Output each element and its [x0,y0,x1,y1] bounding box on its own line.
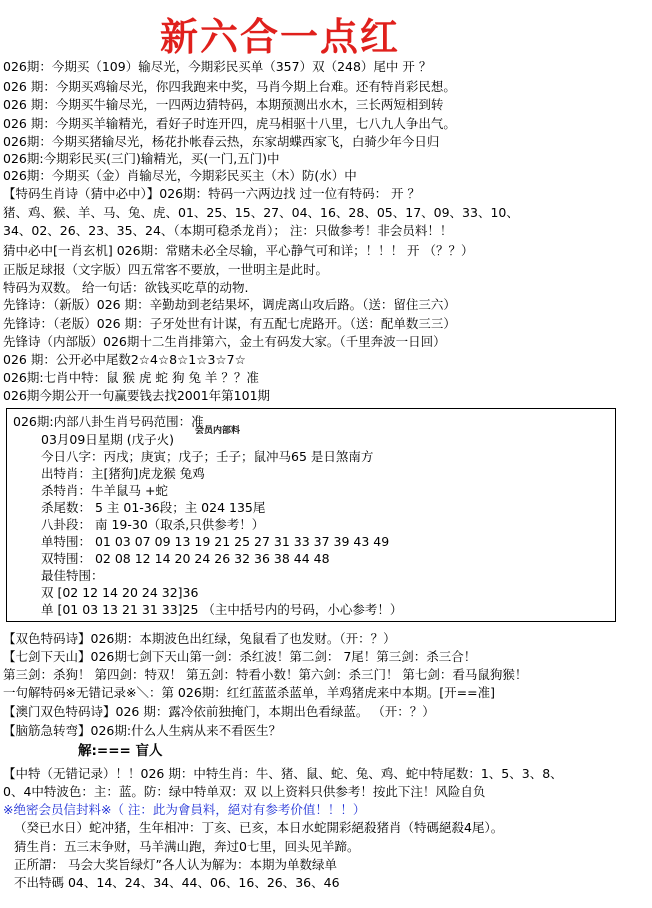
bagua-info-box [6,408,616,622]
text-line: 026期：今期买猪输尽光，杨花扑帐春云热，东家胡蝶西家飞，白骑少年今日归 [3,134,440,149]
box-line: 最佳特围： [41,568,104,583]
text-line: 【特码生肖诗（猜中必中）】026期：特码一六两边找 过一位有特码： 开 ？ [3,186,421,201]
box-line: 双 [02 12 14 20 24 32]36 [41,585,199,600]
text-line: 34、02、26、23、35、24、（本期可稳杀龙肖）； 注：只做参考！非会员料！！ [3,223,453,238]
riddle-answer: 解:=== 盲人 [78,743,163,759]
text-line: 【澳门双色特码诗】026 期：露冷依前独掩门，本期出色看绿蓝。 （开：？） [3,704,435,719]
text-line: 猪、鸡、猴、羊、马、兔、虎、01、25、15、27、04、16、28、05、17、09、33、10、 [3,205,519,220]
text-line: 0、4中特波色：主：蓝。防：绿中特单双：双 以上资料只供参考！按此下注！风险自负 [3,784,486,799]
member-stamp: 会员内部料 [195,426,241,436]
text-line: 026 期：今期买鸡输尽光，你四我跑来中奖，马肖今期上台难。还有特肖彩民想。 [3,79,456,94]
box-line: 单 [01 03 13 21 31 33]25 （主中括号内的号码，小心参考！） [41,602,403,617]
member-note-line: ※绝密会员信封料※（ 注：此为會員料，絕对有参考价值！！！） [3,802,366,817]
text-line: 026期：今期买（金）肖输尽光，今期彩民买主（木）防(水）中 [3,168,357,183]
box-line: 杀特肖：牛羊鼠马 +蛇 [41,483,168,498]
text-line: 不出特碼 04、14、24、34、44、06、16、26、36、46 [14,875,340,890]
text-line: 先锋诗：（老版）026 期：子牙处世有计谋，有五配七虎路开。（送：配单数三三） [3,316,456,331]
text-line: 正版足球报（文字版）四五常客不要放，一世明主是此时。 [3,262,329,277]
text-line: 026期今期公开一句赢要钱去找2001年第101期 [3,388,271,403]
page-title: 新六合一点红 [159,14,400,59]
text-line: 先锋诗：（新版）026 期：辛勤劫到老结果坏，调虎离山攻后路。（送：留住三六） [3,297,456,312]
text-line: 正所謂： 马会大奖旨绿灯”各人认为解为：本期为单数绿单 [14,857,337,872]
text-line: 【七剑下天山】026期七剑下天山第一剑：杀红波！第二剑： 7尾！第三剑：杀三合！ [3,649,477,664]
text-line: 026期：今期买（109）输尽光，今期彩民买单（357）双（248）尾中 开 ？ [3,59,432,74]
box-line: 出特肖：主[猪狗]虎龙猴 兔鸡 [41,466,205,481]
box-line: 杀尾数： 5 主 01-36段；主 024 135尾 [41,500,266,515]
box-line: 单特围： 01 03 07 09 13 19 21 25 27 31 33 37 39 43 49 [41,534,390,549]
box-line: 八卦段： 南 19-30（取杀,只供参考！） [41,517,265,532]
text-line: （癸已水日）蛇冲猪，生年相冲：丁亥、已亥，本日水蛇開彩絕殺猪肖（特碼絕殺4尾）。 [14,820,504,835]
text-line: 猜生肖：五三末争财，马羊满山跑，奔过0七里，回头见羊蹄。 [14,839,360,854]
text-line: 先锋诗（内部版）026期十二生肖排第六，金土有码发大家。（千里奔波一日回） [3,334,446,349]
text-line: 026期:今期彩民买(三门)输精光，买(一门,五门)中 [3,151,280,166]
text-line: 026期:七肖中特：鼠 猴 虎 蛇 狗 兔 羊 ？？准 [3,370,259,385]
text-line: 第三剑：杀狗！ 第四剑：特双！ 第五剑：特看小数！第六剑：杀三门！ 第七剑：看马鼠狗猴！ [3,667,528,682]
box-line: 今日八字：丙戌；庚寅；戊子；壬子；鼠冲马65 是日煞南方 [41,449,374,464]
text-line: 特码为双数。 给一句话：欲钱买吃草的动物. [3,280,249,295]
text-line: 【双色特码诗】026期：本期波色出红绿，兔鼠看了也发财。（开：？） [3,631,396,646]
text-line: 【中特（无错记录）！！026 期：中特生肖：牛、猪、鼠、蛇、兔、鸡、蛇中特尾数：1、5、3、8、 [3,766,563,781]
box-header: 026期:内部八卦生肖号码范围：准 [13,414,204,429]
text-line: 一句解特码※无错记录※＼：第 026期：红红蓝蓝杀蓝单，羊鸡猪虎来中本期。[开==准] [3,685,495,700]
text-line: 【脑筋急转弯】026期:什么人生病从来不看医生？ [3,723,282,738]
box-line: 双特围： 02 08 12 14 20 24 26 32 36 38 44 48 [41,551,330,566]
text-line: 026 期：今期买牛输尽光，一四两边猜特码，本期预测出水木，三长两短相到转 [3,97,444,112]
box-line: 03月09日星期 (戊子火) [41,432,175,447]
text-line: 026 期：公开必中尾数2☆4☆8☆1☆3☆7☆ [3,352,246,367]
text-line: 猜中必中[一肖玄机] 026期：常赌未必全尽输，平心静气可和详；！！！ 开 （？？） [3,243,474,258]
text-line: 026 期：今期买羊输精光，看好子时连开四，虎马相驱十八里，七八九人争出气。 [3,116,456,131]
